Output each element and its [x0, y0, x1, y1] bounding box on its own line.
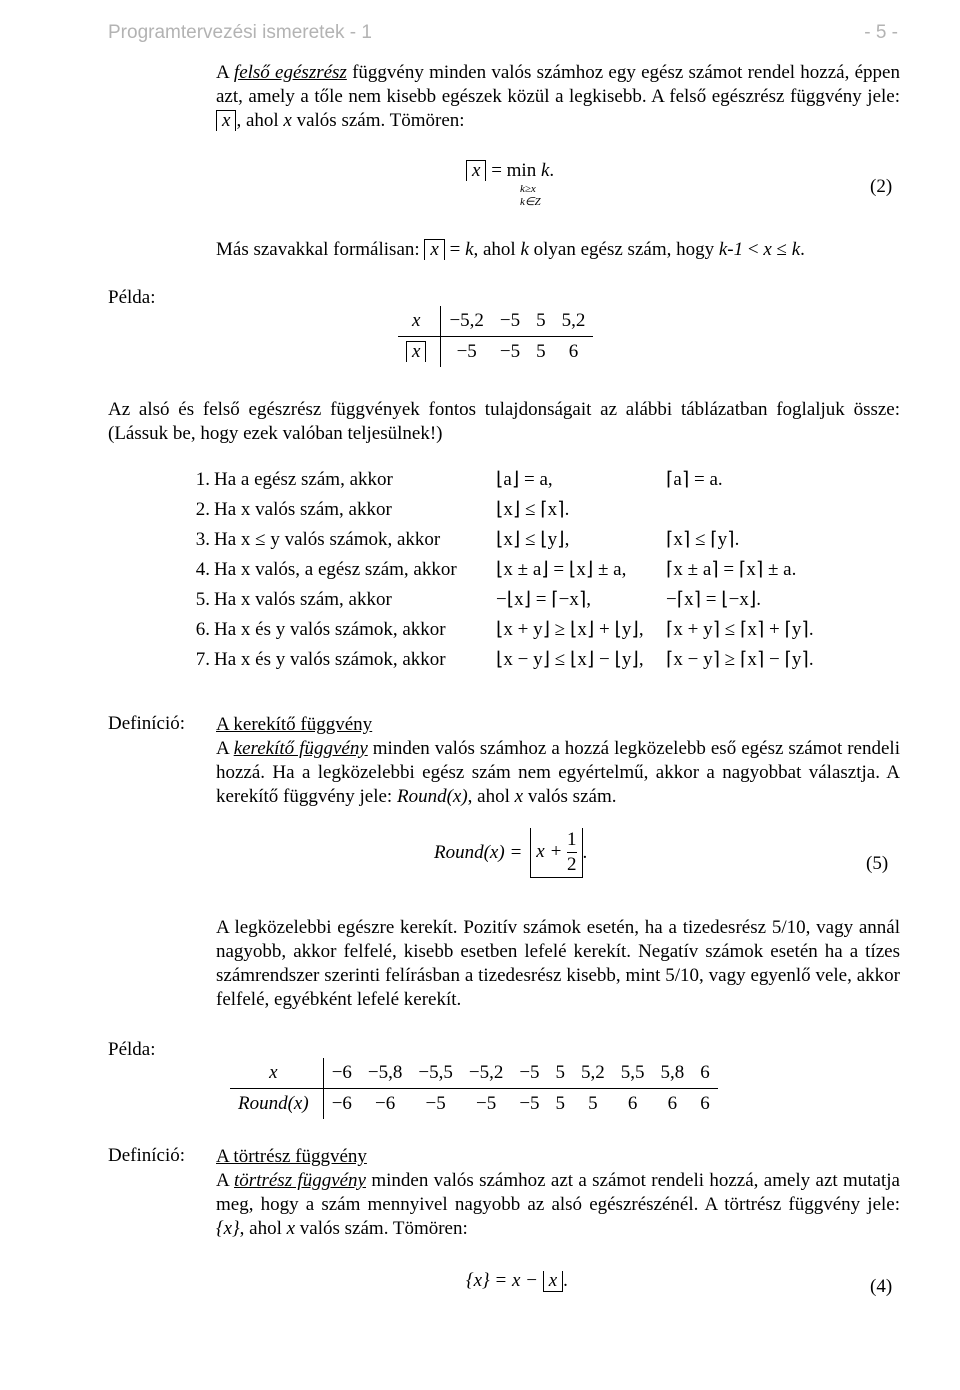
properties-list [172, 465, 814, 675]
definition-label-1: Definíció: [108, 713, 186, 734]
property-item: 1. Ha a egész szám, akkor ⌊a⌋ = a, ⌈a⌉ = a. [195, 469, 723, 490]
ceiling-formula-subscript: k≥x k∈Z [520, 183, 541, 208]
example-label-1: Példa: [108, 287, 156, 308]
property-item: 4. Ha x valós, a egész szám, akkor ⌊x ± a⌋ = ⌊x⌋ ± a, ⌈x ± a⌉ = ⌈x⌉ ± a. [195, 559, 797, 580]
round-explanation: A legközelebbi egészre kerekít. Pozitív számok esetén, ha a tizedesrész 5/10, vagy annál nagyobb, akkor felfelé, kisebb esetben lefelé kerekít. Negatív számok esetén ha a tízes számrendszer szerinti felírásban a tizedesrész kisebb, mint 5/10, vagy egyenlő vele, akkor felfelé, egyébként lefelé kerekít. [216, 917, 900, 1010]
equation-number-5: (5) [866, 853, 889, 874]
ceiling-table: x −5,2 −5 5 5,2 x −5 −5 5 6 [398, 306, 593, 367]
round-title: A kerekítő függvény [216, 714, 373, 735]
equation-number-2: (2) [870, 176, 893, 197]
properties-summary: Az alsó és felső egészrész függvények fontos tulajdonságait az alábbi táblázatban foglaljuk össze: (Lássuk be, hogy ezek valóban teljesülnek!) [108, 399, 900, 444]
page-number: - 5 - [864, 22, 898, 43]
ceiling-term: felső egészrész [233, 62, 347, 83]
property-item: 5. Ha x valós szám, akkor −⌊x⌋ = ⌈−x⌉, −⌈x⌉ = ⌊−x⌋. [195, 589, 762, 610]
property-item: 2. Ha x valós szám, akkor ⌊x⌋ ≤ ⌈x⌉. [195, 499, 570, 520]
round-formula: Round(x) = x + $\frac{1}{2}$ . [434, 828, 587, 878]
property-item: 7. Ha x és y valós számok, akkor ⌊x − y⌋ ≤ ⌊x⌋ − ⌊y⌋, ⌈x − y⌉ ≥ ⌈x⌉ − ⌈y⌉. [195, 649, 814, 670]
frac-formula: {x} = x − x . [466, 1270, 568, 1291]
definition-label-2: Definíció: [108, 1145, 186, 1166]
ceiling-intro: A felső egészrész függvény minden valós számhoz egy egész számot rendel hozzá, éppen azt, amely a tőle nem kisebb egészek közül a legkisebb. A felső egészrész függvény jele: x , ahol x valós szám. Tömören: [216, 62, 900, 131]
header-title: Programtervezési ismeretek - 1 [108, 22, 372, 43]
example-label-2: Példa: [108, 1039, 156, 1060]
frac-definition: A törtrész függvény minden valós számhoz azt a számot rendeli hozzá, amely azt mutatja meg, hogy a szám mennyivel nagyobb az alsó egészrészénél. A törtrész függvény jele: {x}, ahol x valós szám. Tömören: [216, 1170, 900, 1239]
property-item: 6. Ha x és y valós számok, akkor ⌊x + y⌋ ≥ ⌊x⌋ + ⌊y⌋, ⌈x + y⌉ ≤ ⌈x⌉ + ⌈y⌉. [195, 619, 814, 640]
ceiling-formula: x = min k. [466, 160, 554, 182]
round-definition: A kerekítő függvény minden valós számhoz a hozzá legközelebb eső egész számot rendeli hozzá. Ha a legközelebbi egész szám nem egyértelmű, akkor a nagyobbat választja. A kerekítő függvény jele: Round(x), ahol x valós szám. [216, 738, 900, 807]
ceiling-formal: Más szavakkal formálisan: x = k, ahol k olyan egész szám, hogy k-1 < x ≤ k. [216, 239, 805, 260]
round-table: x −6 −5,8 −5,5 −5,2 −5 5 5,2 5,5 5,8 6 Round(x) −6 −6 −5 −5 −5 5 5 6 6 6 [230, 1058, 718, 1119]
property-item: 3. Ha x ≤ y valós számok, akkor ⌊x⌋ ≤ ⌊y⌋, ⌈x⌉ ≤ ⌈y⌉. [195, 529, 740, 550]
frac-title: A törtrész függvény [216, 1146, 367, 1167]
equation-number-4: (4) [870, 1276, 893, 1297]
